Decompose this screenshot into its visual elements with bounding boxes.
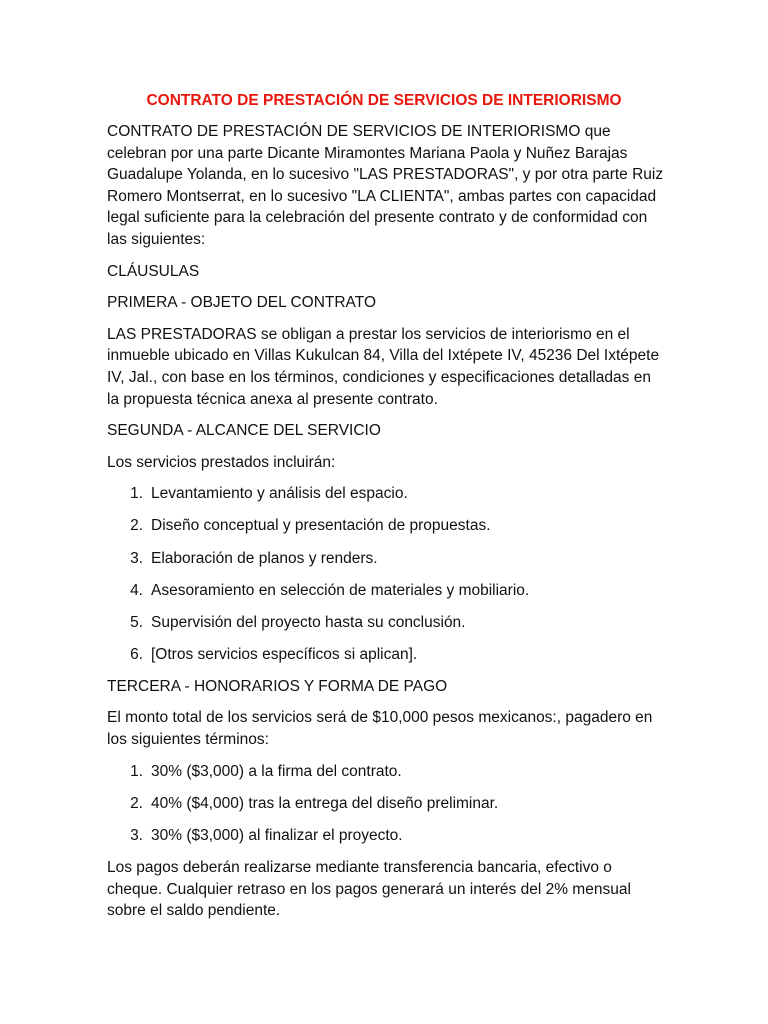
list-item-number: 5. xyxy=(130,613,143,631)
segunda-heading: SEGUNDA - ALCANCE DEL SERVICIO xyxy=(107,422,381,440)
list-item-text: Levantamiento y análisis del espacio. xyxy=(151,485,408,503)
list-item-text: Supervisión del proyecto hasta su conclusión. xyxy=(151,613,466,631)
list-item-text: Elaboración de planos y renders. xyxy=(151,549,378,567)
list-item xyxy=(107,580,667,602)
list-item xyxy=(107,612,667,634)
list-item-number: 2. xyxy=(130,517,143,535)
intro-lead: CONTRATO DE PRESTACIÓN DE SERVICIOS DE INTERIORISMO xyxy=(107,123,581,140)
intro-paragraph xyxy=(107,121,667,251)
primera-text: LAS PRESTADORAS se obligan a prestar los servicios de interiorismo en el inmueble ubicado en Villas Kukulcan 84, Villa del Ixtépete IV, 45236 Del Ixtépete IV, Jal., con base en los términos, condiciones y especificaciones detalladas en la propuesta técnica anexa al presente contrato. xyxy=(107,325,660,408)
segunda-text: Los servicios prestados incluirán: xyxy=(107,453,336,471)
list-item-text: [Otros servicios específicos si aplican]. xyxy=(151,645,418,663)
list-item xyxy=(107,761,667,783)
primera-heading: PRIMERA - OBJETO DEL CONTRATO xyxy=(107,294,376,312)
list-item-number: 3. xyxy=(130,549,143,567)
list-item-number: 1. xyxy=(130,485,143,503)
list-item-text: Diseño conceptual y presentación de propuestas. xyxy=(151,517,491,535)
list-item-text: 30% ($3,000) al finalizar el proyecto. xyxy=(151,826,403,844)
list-item xyxy=(107,548,667,570)
tercera-heading: TERCERA - HONORARIOS Y FORMA DE PAGO xyxy=(107,677,448,695)
list-item-number: 6. xyxy=(130,645,143,663)
list-item-number: 2. xyxy=(130,794,143,812)
document-body xyxy=(107,121,667,932)
tercera-text: El monto total de los servicios será de $10,000 pesos mexicanos:, pagadero en los siguientes términos: xyxy=(107,709,653,749)
tercera-closing: Los pagos deberán realizarse mediante transferencia bancaria, efectivo o cheque. Cualquier retraso en los pagos generará un interés del 2% mensual sobre el saldo pendiente. xyxy=(107,858,631,920)
list-item-text: Asesoramiento en selección de materiales y mobiliario. xyxy=(151,581,530,599)
list-item xyxy=(107,515,667,537)
list-item xyxy=(107,793,667,815)
list-item xyxy=(107,483,667,505)
intro-text: que celebran por una parte Dicante Miramontes Mariana Paola y Nuñez Barajas Guadalupe Yolanda, en lo sucesivo "LAS PRESTADORAS", y por otra parte Ruiz Romero Montserrat, en lo sucesivo "LA CLIENTA", ambas partes con capacidad legal suficiente para la celebración del presente contrato y de conformidad con las siguientes: xyxy=(107,123,664,248)
list-item-number: 3. xyxy=(130,826,143,844)
list-item xyxy=(107,644,667,666)
clausulas-heading: CLÁUSULAS xyxy=(107,262,200,280)
list-item-text: 30% ($3,000) a la firma del contrato. xyxy=(151,762,402,780)
list-item-number: 4. xyxy=(130,581,143,599)
tercera-list xyxy=(107,761,667,847)
list-item-text: 40% ($4,000) tras la entrega del diseño preliminar. xyxy=(151,794,499,812)
list-item xyxy=(107,825,667,847)
segunda-list xyxy=(107,483,667,665)
document-title: CONTRATO DE PRESTACIÓN DE SERVICIOS DE INTERIORISMO xyxy=(146,92,622,109)
list-item-number: 1. xyxy=(130,762,143,780)
